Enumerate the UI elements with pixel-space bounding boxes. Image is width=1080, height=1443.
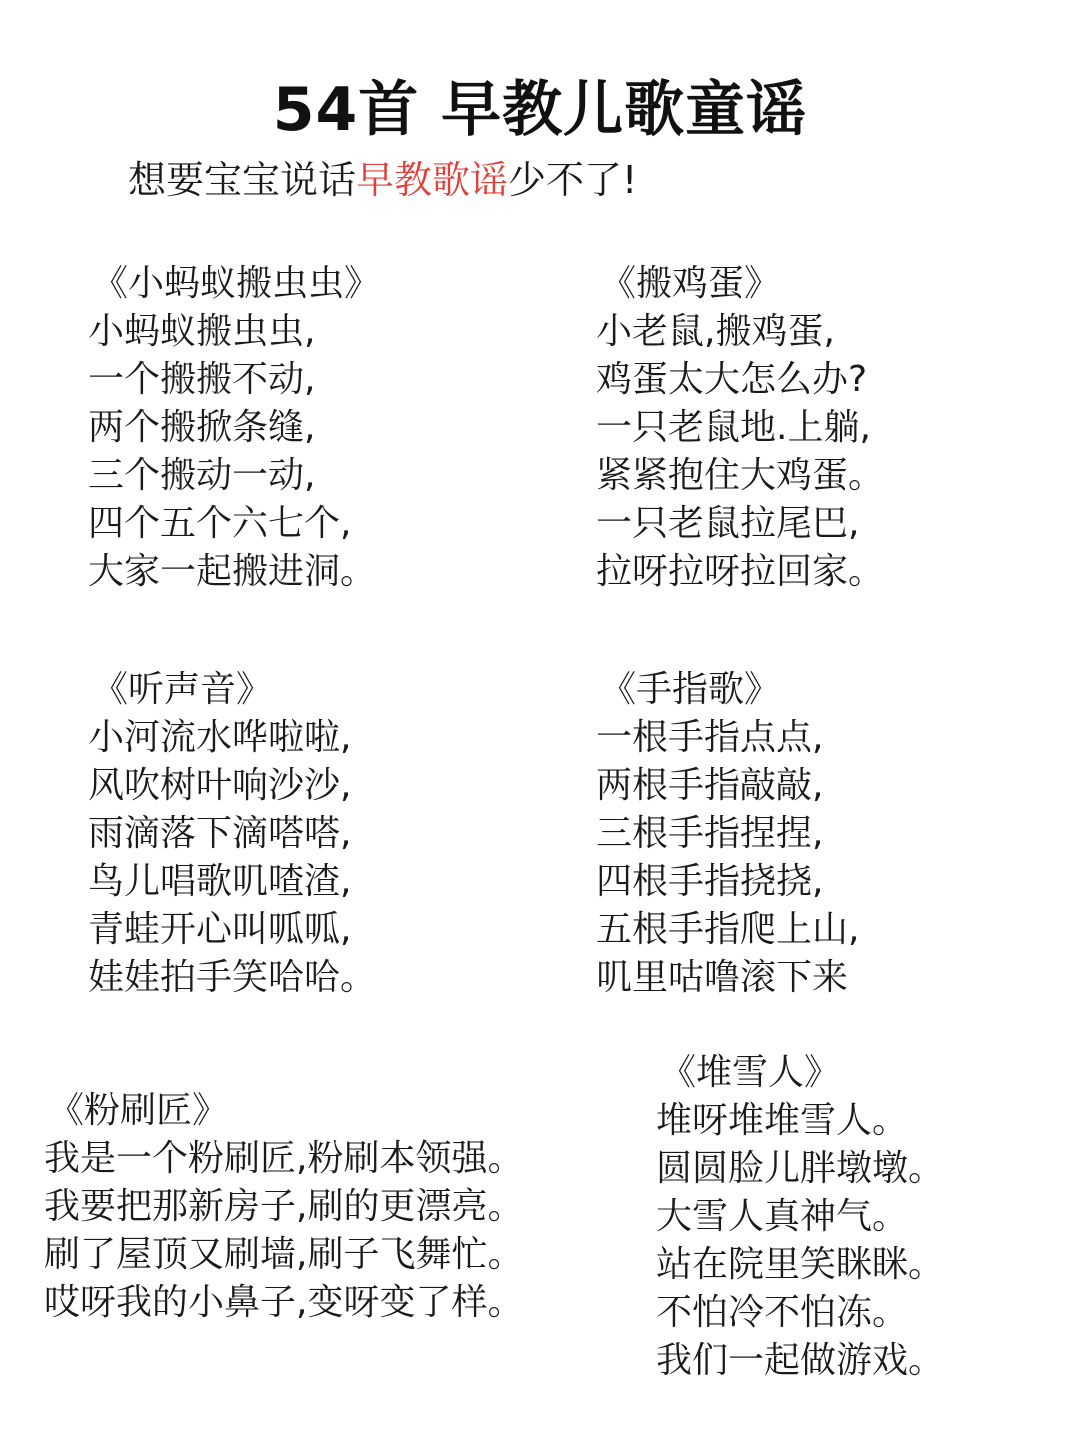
poem-line: 鸟儿唱歌叽喳渣, — [88, 861, 352, 902]
poem-line: 四个五个六七个, — [88, 503, 352, 544]
poem-title: 《听声音》 — [92, 669, 273, 710]
subtitle-text-end: 少不了! — [508, 158, 638, 202]
poem-title: 《粉刷匠》 — [48, 1090, 229, 1131]
poem-line: 一根手指点点, — [596, 717, 824, 758]
poem-title: 《搬鸡蛋》 — [600, 263, 781, 304]
poem-line: 我要把那新房子,刷的更漂亮。 — [44, 1186, 524, 1227]
poem-title: 《手指歌》 — [600, 669, 781, 710]
poem-line: 哎呀我的小鼻子,变呀变了样。 — [44, 1282, 524, 1323]
poem-line: 青蛙开心叫呱呱, — [88, 909, 352, 950]
poem-line: 小河流水哗啦啦, — [88, 717, 352, 758]
poem-line: 两根手指敲敲, — [596, 765, 824, 806]
poem-line: 一个搬搬不动, — [88, 359, 316, 400]
poem-line: 我是一个粉刷匠,粉刷本领强。 — [44, 1138, 524, 1179]
poem-egg — [596, 260, 885, 596]
poem-line: 五根手指爬上山, — [596, 909, 860, 950]
poem-line: 风吹树叶响沙沙, — [88, 765, 352, 806]
poem-line: 一只老鼠拉尾巴, — [596, 503, 860, 544]
page-title: 54首 早教儿歌童谣 — [272, 75, 808, 145]
poem-title: 《小蚂蚁搬虫虫》 — [92, 263, 381, 304]
poem-line: 四根手指挠挠, — [596, 861, 824, 902]
poem-line: 不怕冷不怕冻。 — [656, 1292, 909, 1333]
poem-line: 一只老鼠地.上躺, — [596, 407, 871, 448]
poem-title: 《堆雪人》 — [660, 1052, 841, 1093]
subtitle — [128, 156, 637, 204]
poem-line: 刷了屋顶又刷墙,刷子飞舞忙。 — [44, 1234, 524, 1275]
poem-line: 三根手指捏捏, — [596, 813, 824, 854]
poem-line: 鸡蛋太大怎么办? — [596, 359, 868, 400]
poem-line: 两个搬掀条缝, — [88, 407, 316, 448]
poem-line: 堆呀堆堆雪人。 — [656, 1100, 909, 1141]
poem-line: 雨滴落下滴嗒嗒, — [88, 813, 352, 854]
poem-line: 大雪人真神气。 — [656, 1196, 909, 1237]
poem-snowman — [656, 1049, 945, 1385]
poem-line: 大家一起搬进洞。 — [88, 551, 377, 592]
poem-line: 小老鼠,搬鸡蛋, — [596, 311, 835, 352]
poem-line: 娃娃拍手笑哈哈。 — [88, 957, 377, 998]
poem-line: 小蚂蚁搬虫虫, — [88, 311, 316, 352]
poem-sounds — [88, 666, 377, 1002]
poem-line: 圆圆脸儿胖墩墩。 — [656, 1148, 945, 1189]
poem-ant — [88, 260, 381, 596]
poem-line: 叽里咕噜滚下来 — [596, 957, 849, 998]
poem-line: 站在院里笑眯眯。 — [656, 1244, 945, 1285]
subtitle-text: 想要宝宝说话 — [128, 158, 357, 202]
poem-fingers — [596, 666, 860, 1002]
poem-line: 三个搬动一动, — [88, 455, 316, 496]
poem-line: 我们一起做游戏。 — [656, 1340, 945, 1381]
poem-line: 拉呀拉呀拉回家。 — [596, 551, 885, 592]
subtitle-highlight: 早教歌谣 — [356, 158, 509, 202]
poem-line: 紧紧抱住大鸡蛋。 — [596, 455, 885, 496]
poem-painter — [44, 1087, 524, 1327]
